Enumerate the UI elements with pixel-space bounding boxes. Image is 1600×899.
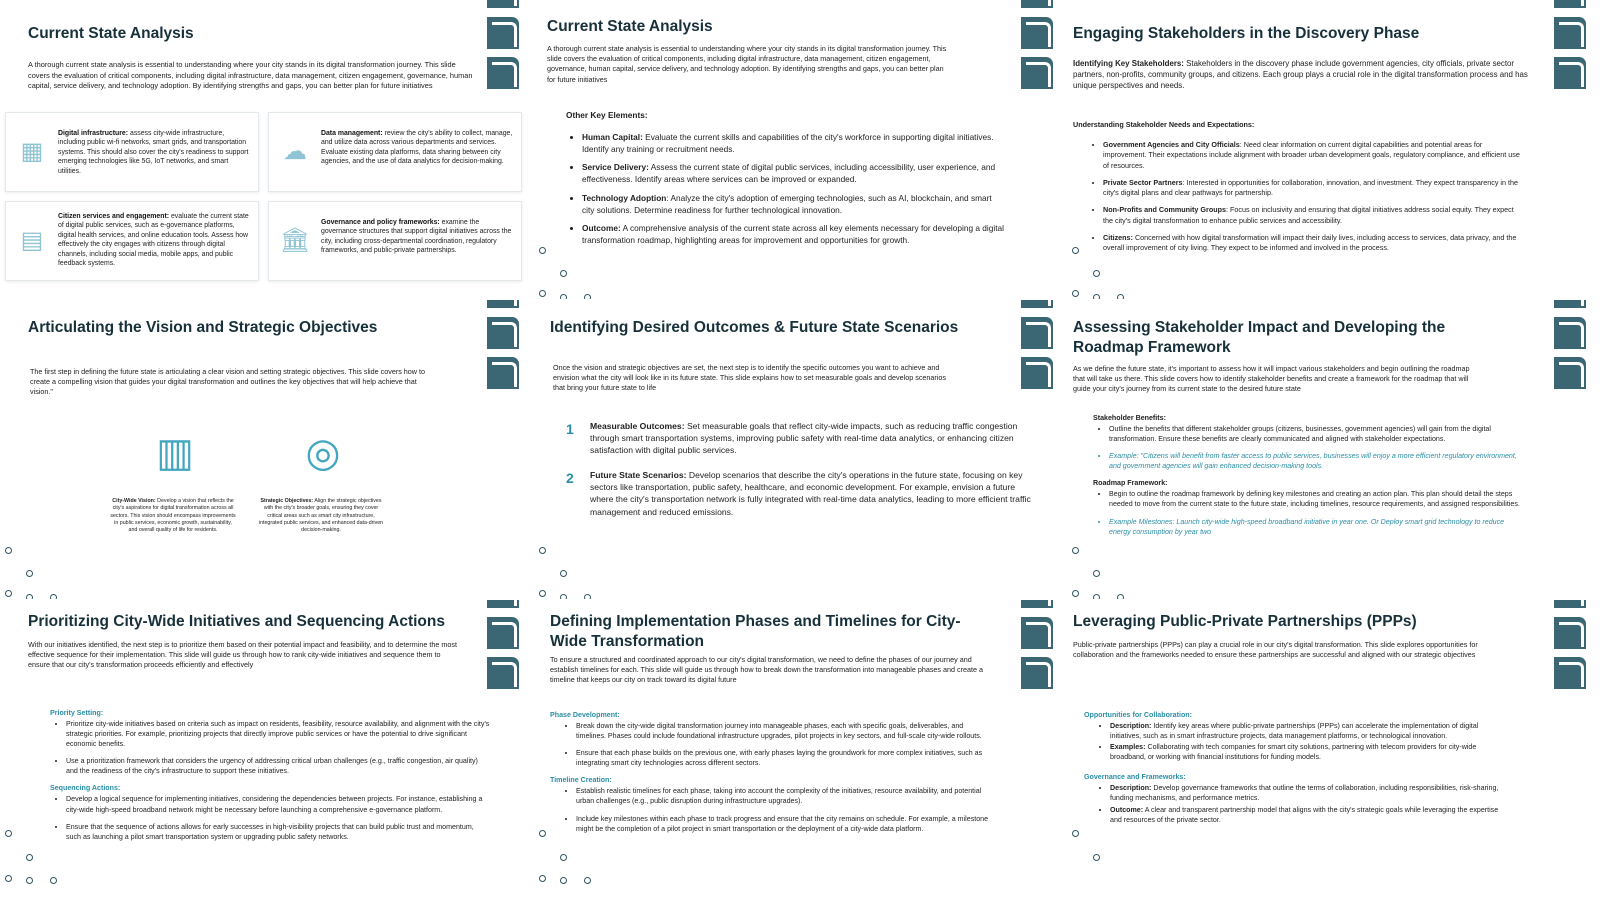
- deco-square-icon: [1554, 617, 1586, 649]
- deco-square-icon: [1021, 300, 1053, 308]
- deco-square-icon: [487, 600, 519, 608]
- slide-title: Engaging Stakeholders in the Discovery Phase: [1073, 25, 1420, 42]
- ring-icon: [1093, 594, 1100, 599]
- deco-square-icon: [1021, 57, 1053, 89]
- ring-icon: [539, 830, 546, 837]
- slide-title: Current State Analysis: [547, 18, 713, 35]
- deco-square-icon: [1021, 0, 1053, 8]
- cloud-data-icon: ☁: [283, 137, 307, 165]
- ring-icon: [1093, 854, 1100, 861]
- slide-9[interactable]: [1067, 600, 1600, 899]
- ring-icon: [5, 547, 12, 554]
- slide-intro: A thorough current state analysis is essential to understanding where your city stands in its digital transformation journey. This slide covers the evaluation of critical components, including digital infrastructure, data management, citizen engagement, governance, human capital, service delivery, and technology adoption. By identifying strengths and gaps, you can better plan for future initiatives: [28, 60, 473, 91]
- slide-title: Defining Implementation Phases and Timelines for City-Wide Transformation: [550, 613, 961, 651]
- ring-icon: [560, 877, 567, 884]
- ring-icon: [584, 877, 591, 884]
- slide-title: Prioritizing City-Wide Initiatives and Sequencing Actions: [28, 613, 445, 630]
- ppp-sections: Opportunities for Collaboration: • Description: Identify key areas where public-private partnerships (PPPs) can accelerate the implementation of digital initiatives, such as in smart infrastructure projects, data management platforms, or technological innovation. • Examples: Collaborating with tech companies for smart city solutions, partnering with telecom providers for city-wide broadband, or working with financial institutions for funding models. Governance and Frameworks: • Description: Develop governance frameworks that outline the terms of collaboration, including responsibilities, risk-sharing, funding mechanisms, and performance metrics. • Outcome: A clear and transparent partnership model that aligns with the city's strategic goals while leveraging the expertise and resources of the private sector.: [1084, 710, 1509, 832]
- deco-square-icon: [487, 300, 519, 308]
- card-governance: 🏛 Governance and policy frameworks: examine the governance structures that support digital initiatives across the city, including cross-departmental coordination, regulatory frameworks, and public-private partnerships.: [268, 201, 522, 281]
- buildings-icon: ▦: [20, 137, 44, 165]
- deco-square-icon: [1021, 600, 1053, 608]
- ring-icon: [1093, 294, 1100, 299]
- deco-square-icon: [487, 57, 519, 89]
- ring-icon: [5, 875, 12, 882]
- key-elements: Other Key Elements: • Human Capital: Evaluate the current skills and capabilities of the city's workforce in supporting digital initiatives. Identify any training or recruitment needs. • Service Delivery: Assess the current state of digital public services, including accessibility, user experience, and effectiveness. Identify areas where services can be improved or expanded. • Technology Adoption: Analyze the city's adoption of emerging technologies, such as AI, blockchain, and smart city solutions. Determine readiness for further technological innovation. • Outcome: A comprehensive analysis of the current state across all key elements necessary for developing a digital transformation roadmap, highlighting areas for improvement and opportunities for growth.: [566, 110, 1006, 254]
- slide-1[interactable]: [0, 0, 533, 299]
- ring-icon: [1093, 570, 1100, 577]
- ring-icon: [1093, 270, 1100, 277]
- slide-intro: Public-private partnerships (PPPs) can play a crucial role in our city's digital transformation. This slide explores opportunities for collaboration and the frameworks needed to ensure these partnerships are successful and aligned with our strategic objectives: [1073, 640, 1478, 660]
- ring-icon: [560, 270, 567, 277]
- ring-icon: [539, 875, 546, 882]
- ring-icon: [560, 594, 567, 599]
- ring-icon: [1072, 590, 1079, 597]
- deco-square-icon: [487, 0, 519, 8]
- deco-square-icon: [1021, 357, 1053, 389]
- deco-square-icon: [1554, 300, 1586, 308]
- ring-icon: [26, 570, 33, 577]
- vision-caption: City-Wide Vision: Develop a vision that reflects the city's aspirations for digital transformation across all sectors. This vision should encompass improvements in public services, economic growth, sustainability, and overall quality of life for residents.: [110, 498, 236, 534]
- ring-icon: [26, 877, 33, 884]
- card-data-management: ☁ Data management: review the city's ability to collect, manage, and utilize data across various departments and services. Evaluate existing data platforms, data sharing between city agencies, and the use of data analytics for decision-making.: [268, 112, 522, 192]
- ring-icon: [1072, 830, 1079, 837]
- ring-icon: [584, 594, 591, 599]
- ring-icon: [539, 547, 546, 554]
- deco-square-icon: [487, 357, 519, 389]
- target-icon: ◎: [305, 431, 341, 475]
- slide-6[interactable]: [1067, 300, 1600, 599]
- ring-icon: [560, 294, 567, 299]
- deco-square-icon: [1554, 17, 1586, 49]
- deco-square-icon: [1554, 57, 1586, 89]
- outcome-item-1: 1 Measurable Outcomes: Set measurable goals that reflect city-wide impacts, such as reducing traffic congestion through smart transportation systems, improving public safety with real-time data analytics, or enhancing citizen satisfaction with digital public services.: [566, 421, 1018, 456]
- card-digital-infrastructure: ▦ Digital infrastructure: assess city-wide infrastructure, including public wi-fi networks, smart grids, and transportation systems. This should also cover the city's readiness to support emerging technologies like 5G, IoT networks, and smart utilities.: [5, 112, 259, 192]
- deco-square-icon: [1554, 317, 1586, 349]
- phase-sections: Phase Development: • Break down the city-wide digital transformation journey into manageable phases, each with specific goals, deliverables, and timelines. Phases could include foundational infrastructure upgrades, pilot projects in key sectors, and full-scale city-wide rollouts. • Ensure that each phase builds on the previous one, with early phases laying the groundwork for more complex initiatives, such as integrating smart city technologies across different sectors. Timeline Creation: • Establish realistic timelines for each phase, taking into account the complexity of the initiatives, resource availability, and potential urban challenges (e.g., public disruption during infrastructure upgrades). • Include key milestones within each phase to track progress and ensure that the city remains on schedule. For example, a milestone might be the completion of a pilot project in smart transportation or the deployment of a city-wide data platform.: [550, 710, 990, 841]
- outcome-item-2: 2 Future State Scenarios: Develop scenarios that describe the city's operations in the future state, focusing on key sectors like transportation, public safety, healthcare, and economic development. For example, envision a future where the city's transportation network is fully integrated with real-time data analytics, leading to more efficient traffic management and reduced emissions.: [566, 470, 1031, 517]
- ring-icon: [1072, 290, 1079, 297]
- slide-intro: As we define the future state, it's important to assess how it will impact various stakeholders and begin outlining the roadmap that will take us there. This slide covers how to identify stakeholder benefits and create a framework for the roadmap that will guide your city's journey from its current state to the desired future state: [1073, 364, 1470, 394]
- deco-square-icon: [487, 617, 519, 649]
- ring-icon: [5, 590, 12, 597]
- deco-square-icon: [1554, 657, 1586, 689]
- slide-title: Current State Analysis: [28, 25, 194, 42]
- slide-2[interactable]: [534, 0, 1067, 299]
- roadmap-sections: Stakeholder Benefits: • Outline the benefits that different stakeholder groups (citizens, businesses, government agencies) will gain from the digital transformation. Ensure these benefits are clearly communicated and aligned with stakeholder expectations. • Example: "Citizens will benefit from faster access to public services, businesses will enjoy a more efficient regulatory environment, and government agencies will gain enhanced decision-making tools. Roadmap Framework: • Begin to outline the roadmap framework by defining key milestones and creating an action plan. This plan should detail the steps needed to move from the current state to the future state, including timelines, resource requirements, and assigned responsibilities. • Example Milestones: Launch city-wide high-speed broadband initiative in year one. Or Deploy smart grid technology to reduce energy consumption by year two: [1093, 413, 1523, 544]
- objectives-caption: Strategic Objectives: Align the strategic objectives with the city's broader goals, ensuring they cover critical areas such as smart city infrastructure, integrated public services, and enhanced data-driven decision-making.: [258, 498, 384, 534]
- ring-icon: [539, 590, 546, 597]
- slide-title: Articulating the Vision and Strategic Objectives: [28, 319, 378, 336]
- ring-icon: [26, 594, 33, 599]
- ring-icon: [1072, 547, 1079, 554]
- deco-square-icon: [1554, 600, 1586, 608]
- ring-icon: [584, 294, 591, 299]
- ring-icon: [26, 854, 33, 861]
- slide-intro: Identifying Key Stakeholders: Stakeholders in the discovery phase include government agencies, city officials, private sector partners, non-profits, community groups, and citizens. Each group plays a crucial role in the digital transformation process and has unique perspectives and needs.: [1073, 59, 1528, 91]
- priority-sections: Priority Setting: • Prioritize city-wide initiatives based on criteria such as impact on residents, feasibility, resource availability, and alignment with the city's strategic priorities. For example, prioritizing projects that directly improve public services or have the potential to drive significant economic benefits. • Use a prioritization framework that considers the urgency of addressing critical urban challenges (e.g., traffic congestion, air quality) and the readiness of the city's infrastructure to support these initiatives. Sequencing Actions: • Develop a logical sequence for implementing initiatives, considering the dependencies between projects. For instance, establishing a city-wide high-speed broadband network might be necessary before launching a comprehensive e-governance platform. • Ensure that the sequence of actions allows for early successes in high-visibility projects that can build public trust and momentum, such as launching a pilot smart transportation system or upgrading public safety networks.: [50, 708, 490, 849]
- government-building-icon: 🏛: [279, 226, 311, 254]
- slide-title: Assessing Stakeholder Impact and Developing the Roadmap Framework: [1073, 319, 1446, 357]
- ring-icon: [560, 854, 567, 861]
- deco-square-icon: [1021, 657, 1053, 689]
- ring-icon: [1117, 594, 1124, 599]
- slide-title: Identifying Desired Outcomes & Future State Scenarios: [550, 319, 959, 336]
- city-buildings-icon: ▥: [156, 431, 194, 475]
- slide-8[interactable]: [534, 600, 1067, 899]
- slide-5[interactable]: [534, 300, 1067, 599]
- deco-square-icon: [487, 17, 519, 49]
- ring-icon: [560, 570, 567, 577]
- card-citizen-services: ▤ Citizen services and engagement: evaluate the current state of digital public services, such as e-governance platforms, digital health services, and online education tools. Assess how effectively the city engages with citizens through digital channels, including social media, mobile apps, and public feedback systems.: [5, 201, 259, 281]
- slide-4[interactable]: [0, 300, 533, 599]
- document-icon: ▤: [20, 226, 44, 254]
- stakeholder-needs: Understanding Stakeholder Needs and Expectations: • Government Agencies and City Officials: Need clear information on current digital capabilities and potential areas for improvement. Their expectations include alignment with broader urban development goals, regulatory compliance, and efficient use of resources. • Private Sector Partners: Interested in opportunities for collaboration, innovation, and investment. They expect transparency in the city's digital plans and clear pathways for partnership. • Non-Profits and Community Groups: Focus on inclusivity and ensuring that digital initiatives address social equity. They expect the city's digital transformation to enhance public services and accessibility. • Citizens: Concerned with how digital transformation will impact their daily lives, including access to services, data privacy, and the overall improvement of city living. They expect to be informed and involved in the process.: [1073, 120, 1523, 260]
- ring-icon: [539, 247, 546, 254]
- deco-square-icon: [1021, 317, 1053, 349]
- slide-title: Leveraging Public-Private Partnerships (PPPs): [1073, 613, 1417, 630]
- ring-icon: [1117, 294, 1124, 299]
- deco-square-icon: [487, 657, 519, 689]
- deco-square-icon: [1554, 0, 1586, 8]
- slide-intro: With our initiatives identified, the next step is to prioritize them based on their potential impact and feasibility, and to determine the most effective sequence for their implementation. This slide will guide us through how to rank city-wide initiatives and sequence them to ensure that our city's transformation proceeds efficiently and effectively: [28, 640, 457, 670]
- deco-square-icon: [1554, 357, 1586, 389]
- ring-icon: [50, 594, 57, 599]
- slide-7[interactable]: [0, 600, 533, 899]
- ring-icon: [5, 830, 12, 837]
- slide-intro: To ensure a structured and coordinated approach to our city's digital transformation, we need to define the phases of our journey and establish timelines for each. This slide will guide us through how to break down the transformation into manageable phases and create a timeline that keeps our city on track toward its digital future: [550, 655, 983, 685]
- ring-icon: [539, 290, 546, 297]
- deco-square-icon: [1021, 617, 1053, 649]
- slide-3[interactable]: [1067, 0, 1600, 299]
- deco-square-icon: [487, 317, 519, 349]
- deco-square-icon: [1021, 17, 1053, 49]
- slide-intro: The first step in defining the future state is articulating a clear vision and setting strategic objectives. This slide covers how to create a compelling vision that guides your digital transformation and outlines the key objectives that will help achieve that vision.": [30, 367, 425, 397]
- ring-icon: [50, 877, 57, 884]
- slide-intro: Once the vision and strategic objectives are set, the next step is to identify the specific outcomes you want to achieve and envision what the city will look like in its future state. This slide explains how to set measurable goals and develop scenarios that bring your future state to life: [553, 363, 946, 393]
- slide-intro: A thorough current state analysis is essential to understanding where your city stands in its digital transformation journey. This slide covers the evaluation of critical components, including digital infrastructure, data management, citizen engagement, governance, human capital, service delivery, and technology adoption. By identifying strengths and gaps, you can better plan for future initiatives: [547, 44, 947, 84]
